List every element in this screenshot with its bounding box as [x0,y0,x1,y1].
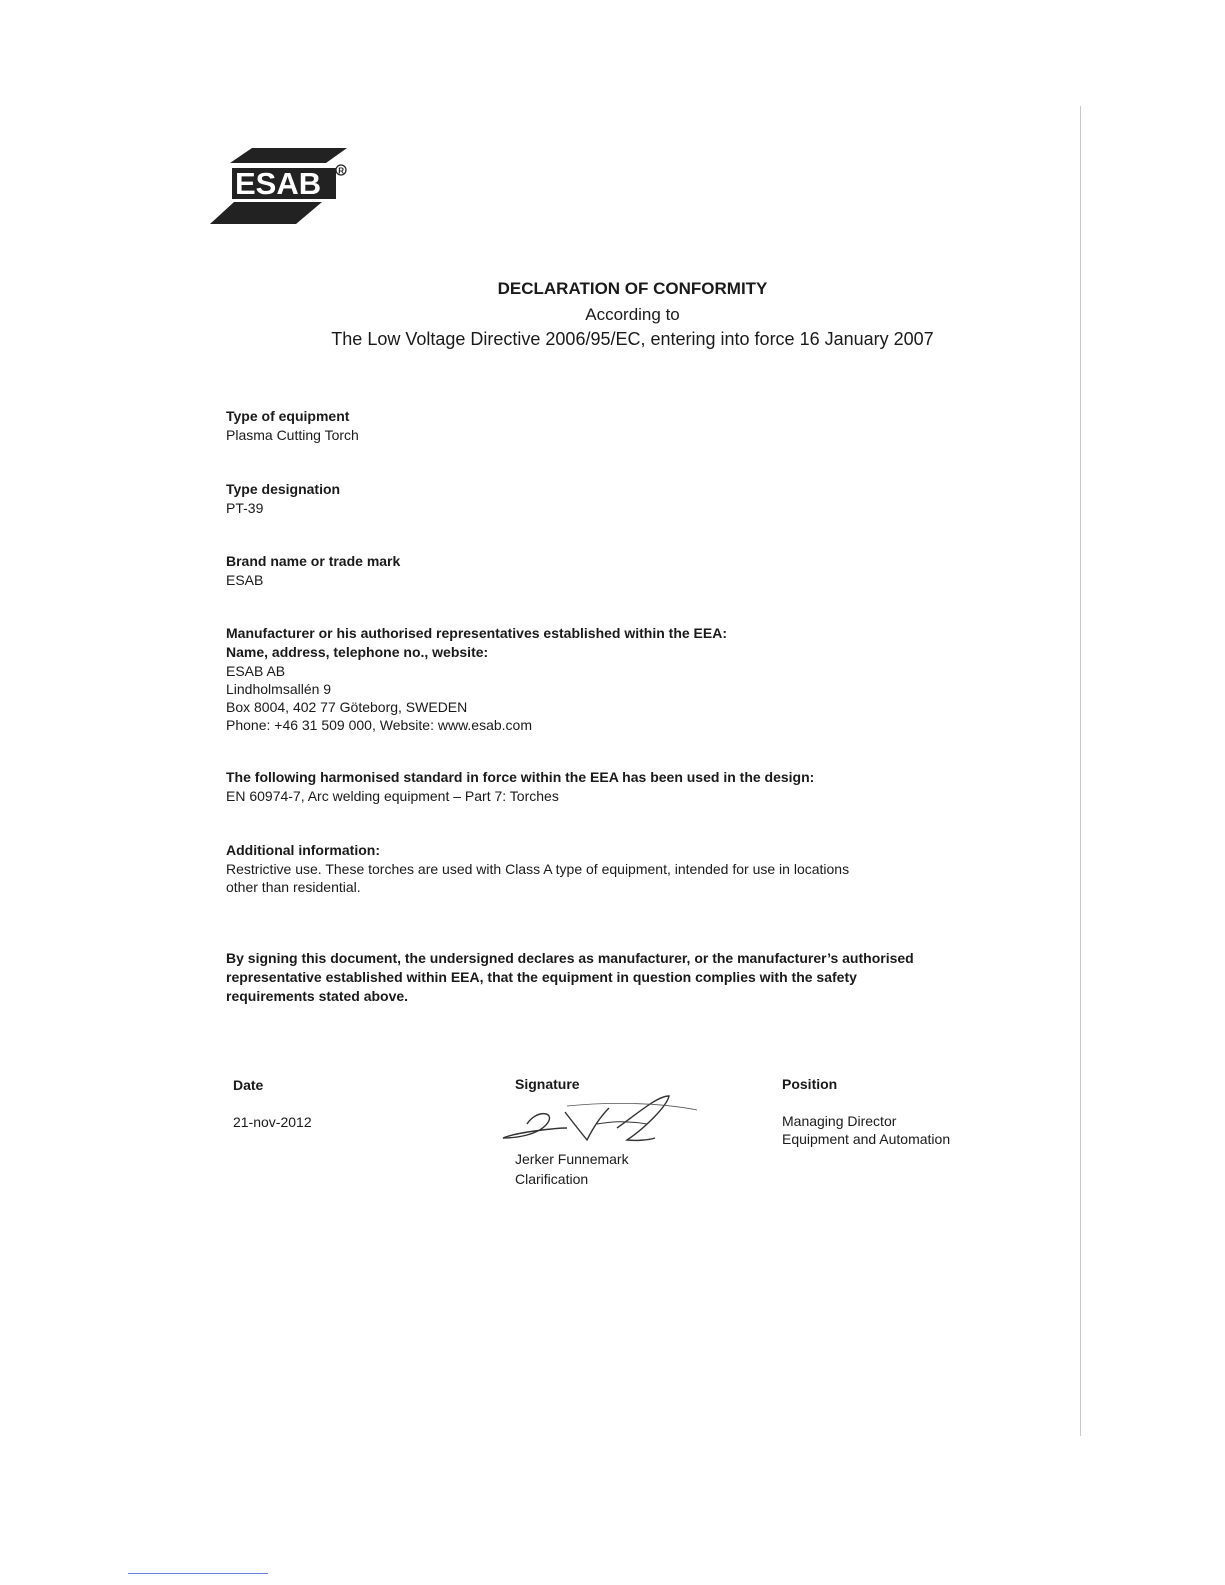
brand-value: ESAB [226,572,264,588]
signer-name: Jerker Funnemark [515,1151,629,1167]
position-label: Position [782,1076,838,1092]
declaration-line-3: requirements stated above. [226,988,409,1004]
equipment-label: Type of equipment [226,408,350,424]
document-subtitle: According to [585,305,680,324]
handwritten-signature [497,1094,702,1152]
position-line-1: Managing Director [782,1113,897,1129]
signature-label: Signature [515,1076,580,1092]
designation-label: Type designation [226,481,341,497]
esab-logo [210,146,355,230]
manufacturer-street: Lindholmsallén 9 [226,681,332,697]
section-additional [226,841,849,896]
section-designation [226,480,340,517]
additional-label: Additional information: [226,842,380,858]
manufacturer-label: Manufacturer or his authorised representatives established within the EEA: [226,625,728,641]
position-value [782,1112,950,1148]
manufacturer-name: ESAB AB [226,663,286,679]
logo-text: ESAB [235,166,322,201]
signer-clarification: Clarification [515,1171,589,1187]
additional-line-1: Restrictive use. These torches are used with Class A type of equipment, intended for use in locations [226,861,850,877]
manufacturer-sublabel: Name, address, telephone no., website: [226,644,489,660]
position-line-2: Equipment and Automation [782,1131,951,1147]
standard-label: The following harmonised standard in force within the EEA has been used in the design: [226,769,815,785]
bottom-rule [128,1573,268,1574]
section-standard [226,768,814,805]
date-label: Date [233,1077,264,1093]
document-title: DECLARATION OF CONFORMITY [497,279,768,298]
section-declaration [226,949,914,1006]
manufacturer-contact: Phone: +46 31 509 000, Website: www.esab.com [226,717,532,733]
declaration-line-1: By signing this document, the undersigned declares as manufacturer, or the manufacturer’s authorised [226,950,914,966]
brand-label: Brand name or trade mark [226,553,401,569]
section-brand [226,552,400,589]
standard-value: EN 60974-7, Arc welding equipment – Part 7: Torches [226,788,559,804]
directive-line: The Low Voltage Directive 2006/95/EC, entering into force 16 January 2007 [331,329,934,349]
equipment-value: Plasma Cutting Torch [226,427,359,443]
section-equipment [226,407,359,444]
manufacturer-postal: Box 8004, 402 77 Göteborg, SWEDEN [226,699,468,715]
section-manufacturer [226,624,727,734]
date-value: 21-nov-2012 [233,1114,312,1130]
declaration-line-2: representative established within EEA, that the equipment in question complies with the safety [226,969,857,985]
svg-text:R: R [338,166,345,176]
additional-line-2: other than residential. [226,879,361,895]
designation-value: PT-39 [226,500,264,516]
